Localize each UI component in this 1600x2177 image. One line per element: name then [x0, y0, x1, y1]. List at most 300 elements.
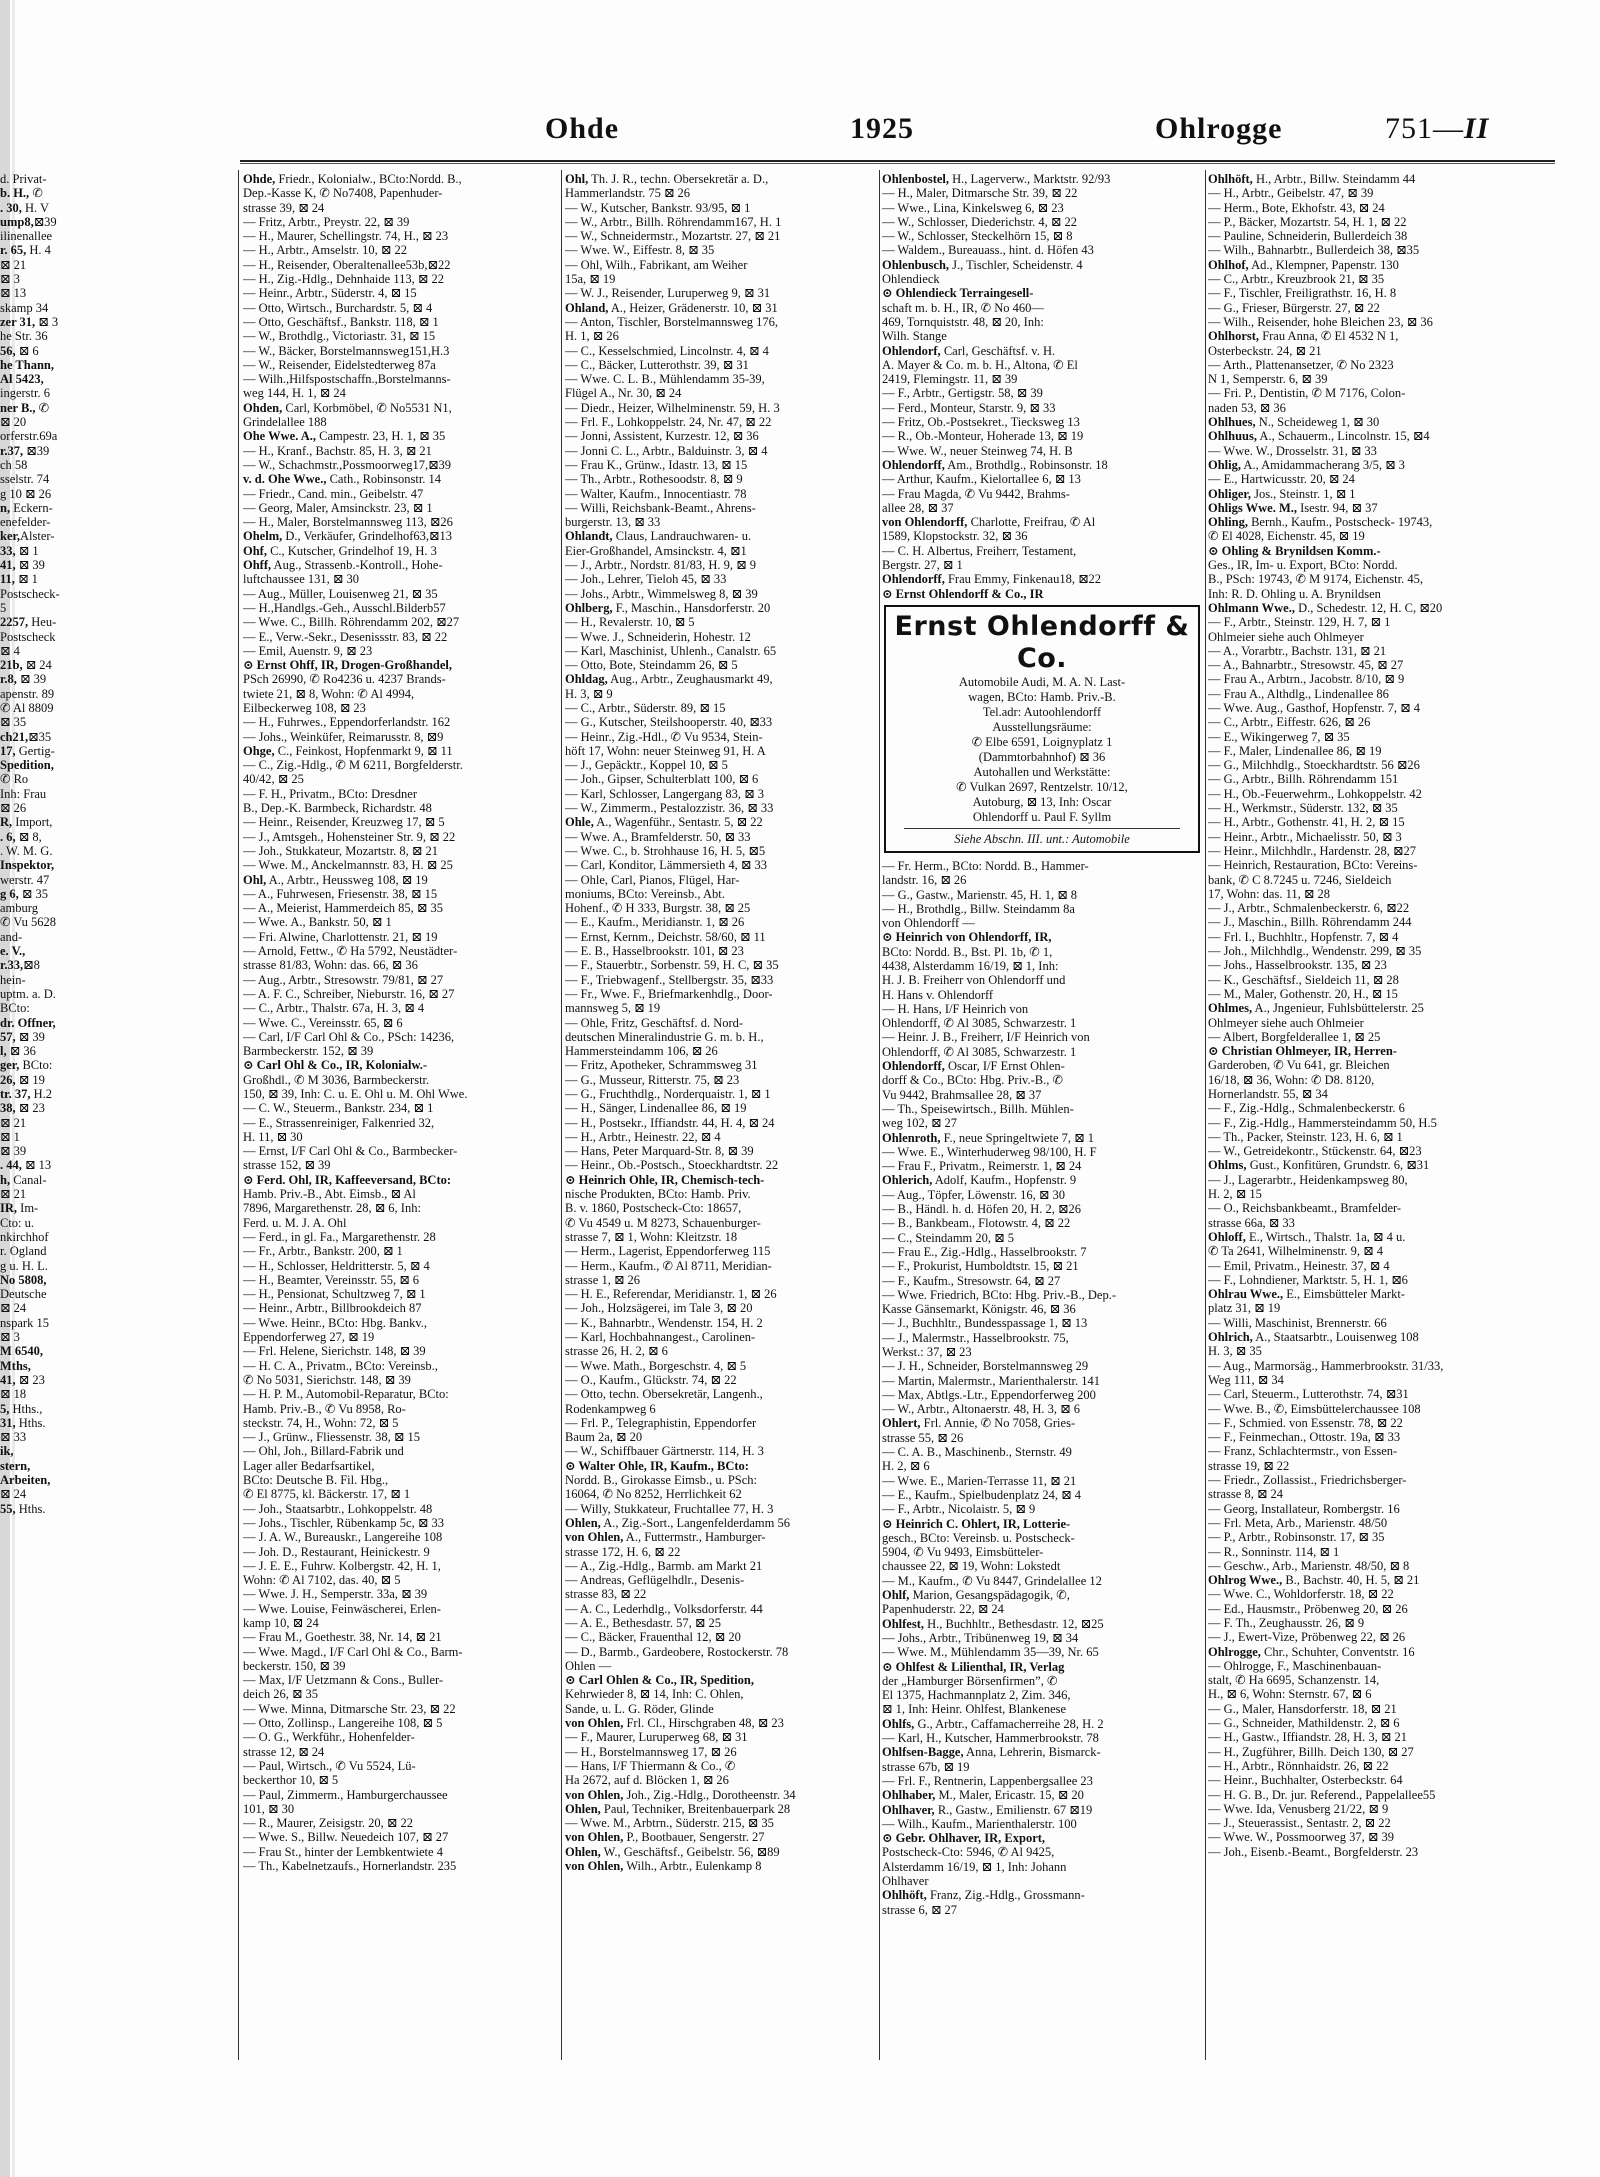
directory-entry-line: — W., Schiffbauer Gärtnerstr. 114, H. 3 [565, 1444, 764, 1459]
directory-entry-line: r. 65, H. 4 [0, 243, 51, 258]
directory-entry-line: — H., Revalerstr. 10, ⊠ 5 [565, 615, 695, 630]
advertisement-ernst-ohlendorff [884, 605, 1200, 853]
directory-entry-line: Deutsche [0, 1287, 47, 1302]
directory-entry-line: Ohlendieck [882, 272, 940, 287]
directory-entry-line: von Ohlen, Wilh., Arbtr., Eulenkamp 8 [565, 1859, 762, 1874]
directory-entry-line: Ohle, A., Wagenführ., Sentastr. 5, ⊠ 22 [565, 815, 763, 830]
directory-entry-line: — A., Fuhrwesen, Friesenstr. 38, ⊠ 15 [243, 886, 438, 901]
directory-entry-line: von Ohlen, A., Futtermstr., Hamburger- [565, 1530, 766, 1545]
directory-entry-line: — W., Bäcker, Borstelmannsweg151,H.3 [243, 343, 450, 358]
directory-entry-line: — H., Arbtr., Heinestr. 22, ⊠ 4 [565, 1129, 721, 1144]
directory-entry-line: — Heinr., Reisender, Kreuzweg 17, ⊠ 5 [243, 815, 445, 830]
directory-entry-line: Hammersteindamm 106, ⊠ 26 [565, 1044, 718, 1059]
directory-entry-line: ⊠ 33 [0, 1430, 27, 1445]
directory-entry-line: — F., Prokurist, Humboldtstr. 15, ⊠ 21 [882, 1259, 1079, 1274]
directory-entry-line: strasse 26, H. 2, ⊠ 6 [565, 1344, 668, 1359]
directory-entry-line: — H. Hans, I/F Heinrich von [882, 1001, 1029, 1016]
directory-entry-line: ⊠ 21 [0, 257, 27, 272]
column-divider [238, 170, 239, 2060]
directory-entry-line: — E. B., Hasselbrookstr. 101, ⊠ 23 [565, 944, 744, 959]
directory-entry-line: 1589, Klopstockstr. 32, ⊠ 36 [882, 529, 1028, 544]
directory-entry-line: strasse 172, H. 6, ⊠ 22 [565, 1544, 681, 1559]
directory-entry-line: Werkst.: 37, ⊠ 23 [882, 1345, 972, 1359]
directory-entry-line: — Diedr., Heizer, Wilhelminenstr. 59, H. 3 [565, 400, 780, 415]
directory-entry-line: A. Mayer & Co. m. b. H., Altona, ✆ El [882, 357, 1078, 372]
directory-entry-line: — Wilh., Reisender, hohe Bleichen 23, ⊠ 36 [1208, 314, 1433, 329]
header-right-catchword: Ohlrogge [1155, 112, 1283, 145]
directory-entry-line: r.8, ⊠ 39 [0, 672, 47, 687]
directory-entry-line: — G., Gastw., Marienstr. 45, H. 1, ⊠ 8 [882, 887, 1078, 902]
directory-entry-line: h, Canal- [0, 1172, 47, 1187]
directory-entry-line: — H., Postsekr., Iffiandstr. 44, H. 4, ⊠ 24 [565, 1115, 775, 1130]
directory-entry-line: — J., Ewert-Vize, Pröbenweg 22, ⊠ 26 [1208, 1630, 1406, 1645]
directory-entry-line: Rodenkampweg 6 [565, 1401, 656, 1416]
directory-entry-line: R, Import, [0, 815, 53, 830]
directory-entry-line: — E., Kaufm., Meridianstr. 1, ⊠ 26 [565, 915, 745, 930]
directory-entry-line: strasse 83, ⊠ 22 [565, 1587, 647, 1602]
directory-entry-line: r.33,⊠8 [0, 958, 40, 973]
directory-entry-line: Alsterdamm 16/19, ⊠ 1, Inh: Johann [882, 1859, 1067, 1874]
directory-entry-line: Flügel A., Nr. 30, ⊠ 24 [565, 386, 682, 401]
directory-entry-line: — Hans, I/F Thiermann & Co., ✆ [565, 1758, 736, 1773]
directory-entry-line: — H. E., Referendar, Meridianstr. 1, ⊠ 26 [565, 1287, 777, 1302]
directory-entry-line: 17, Wohn: das. 11, ⊠ 28 [1208, 886, 1330, 901]
directory-entry-line: uptm. a. D. [0, 986, 56, 1001]
directory-entry-line: — Ohl, Joh., Billard-Fabrik und [243, 1444, 404, 1459]
directory-entry-line: — A., Bahnarbtr., Stresowstr. 45, ⊠ 27 [1208, 658, 1404, 673]
directory-entry-line: ⊙ Ernst Ohff, IR, Drogen-Großhandel, [243, 658, 452, 673]
directory-entry-line: 5 [0, 600, 7, 615]
directory-entry-line: Ohlendorff, Oscar, I/F Ernst Ohlen- [882, 1059, 1065, 1074]
directory-entry-line: Kasse Gänsemarkt, Königstr. 46, ⊠ 36 [882, 1302, 1076, 1317]
directory-entry-line: — Heinr., Buchhalter, Osterbeckstr. 64 [1208, 1773, 1403, 1788]
directory-entry-line: — R., Sonninstr. 114, ⊠ 1 [1208, 1544, 1340, 1559]
directory-entry-line: Spedition, [0, 758, 54, 773]
directory-entry-line: — H., Arbtr., Gothenstr. 41, H. 2, ⊠ 15 [1208, 815, 1405, 830]
directory-entry-line: — A., Vorarbtr., Bachstr. 131, ⊠ 21 [1208, 643, 1387, 658]
directory-entry-line: — Wilh.,Hilfspostschaffn.,Borstelmanns- [243, 372, 451, 387]
directory-entry-line: — W., Schachmstr.,Possmoorweg17,⊠39 [243, 457, 452, 472]
directory-entry-line: Ferd. u. M. J. A. Ohl [243, 1215, 347, 1230]
directory-entry-line: — Fr., Arbtr., Bankstr. 200, ⊠ 1 [243, 1244, 403, 1259]
directory-entry-line: Osterbeckstr. 24, ⊠ 21 [1208, 343, 1322, 358]
directory-entry-line: — Frau F., Privatm., Reimerstr. 1, ⊠ 24 [882, 1159, 1082, 1174]
directory-entry-line: BCto: Nordd. B., Bst. Pl. 1b, ✆ 1, [882, 944, 1053, 959]
directory-entry-line: ⊠ 24 [0, 1301, 27, 1316]
directory-entry-line: Ohlmes, A., Jngenieur, Fuhlsbüttelerstr. 25 [1208, 1001, 1424, 1016]
directory-entry-line: — Ernst, I/F Carl Ohl & Co., Barmbecker- [243, 1144, 458, 1159]
directory-entry-line: stern, [0, 1458, 31, 1473]
directory-entry-line: Weg 111, ⊠ 34 [1208, 1372, 1284, 1387]
directory-entry-line: — Wilh., Kaufm., Marienthalerstr. 100 [882, 1816, 1077, 1831]
directory-entry-line: Ohelm, D., Verkäufer, Grindelhof63,⊠13 [243, 529, 453, 544]
directory-entry-line: — Wwe. C., Billh. Röhrendamm 202, ⊠27 [243, 615, 460, 630]
directory-entry-line: 31, Hths. [0, 1415, 46, 1430]
directory-entry-line: Barmbeckerstr. 152, ⊠ 39 [243, 1044, 374, 1059]
directory-entry-line: — Joh., Stukkateur, Mozartstr. 8, ⊠ 21 [243, 843, 439, 858]
directory-entry-line: — Frau A., Arbtrn., Jacobstr. 8/10, ⊠ 9 [1208, 672, 1405, 687]
directory-entry-line: Ohf, C., Kutscher, Grindelhof 19, H. 3 [243, 543, 437, 558]
ad-line: ✆ Vulkan 2697, Rentzelstr. 10/12, [956, 779, 1128, 794]
directory-entry-line: stalt, ✆ Ha 6695, Schanzenstr. 14, [1208, 1673, 1380, 1688]
directory-entry-line: — W., Schlosser, Diederichstr. 4, ⊠ 22 [882, 214, 1078, 229]
directory-entry-line: — J., Maschin., Billh. Röhrendamm 244 [1208, 915, 1412, 930]
directory-entry-line: Eilbeckerweg 108, ⊠ 23 [243, 700, 366, 715]
directory-entry-line: — Fri. P., Dentistin, ✆ M 7176, Colon- [1208, 386, 1406, 401]
directory-entry-line: strasse 55, ⊠ 26 [882, 1430, 964, 1445]
directory-entry-line: — Jonni C. L., Arbtr., Balduinstr. 3, ⊠ 4 [565, 443, 768, 458]
directory-entry-line: — Ohle, Carl, Pianos, Flügel, Har- [565, 872, 740, 887]
directory-entry-line: schaft m. b. H., IR, ✆ No 460— [882, 300, 1044, 315]
directory-entry-line: 17, Gertig- [0, 743, 55, 758]
directory-entry-line: Inh: R. D. Ohling u. A. Brynildsen [1208, 586, 1381, 601]
directory-entry-line: ker,Alster- [0, 529, 55, 544]
directory-entry-line: Al 5423, [0, 372, 44, 387]
directory-entry-line: — H., Kranf., Bachstr. 85, H. 3, ⊠ 21 [243, 443, 432, 458]
directory-entry-line: — H., Gastw., Iffiandstr. 28, H. 3, ⊠ 21 [1208, 1730, 1407, 1745]
directory-entry-line: — Aug., Müller, Louisenweg 21, ⊠ 35 [243, 586, 438, 601]
directory-entry-line: platz 31, ⊠ 19 [1208, 1301, 1281, 1316]
directory-entry-line: 41, ⊠ 23 [0, 1372, 45, 1387]
directory-entry-line: H. 2, ⊠ 15 [1208, 1187, 1262, 1202]
directory-entry-line: von Ohlendorff — [882, 916, 975, 931]
directory-entry-line: Wilh. Stange [882, 329, 947, 344]
directory-entry-line: — Aug., Marmorsäg., Hammerbrookstr. 31/33, [1208, 1358, 1444, 1373]
directory-entry-line: — J., Lagerarbtr., Heidenkampsweg 80, [1208, 1172, 1408, 1187]
directory-entry-line: strasse 1, ⊠ 26 [565, 1272, 641, 1287]
directory-entry-line: 4438, Alsterdamm 16/19, ⊠ 1, Inh: [882, 958, 1059, 973]
directory-entry-line: twiete 21, ⊠ 8, Wohn: ✆ Al 4994, [243, 686, 415, 701]
directory-entry-line: Ohlenbusch, J., Tischler, Scheidenstr. 4 [882, 257, 1083, 272]
directory-entry-line: Ohl, A., Arbtr., Heussweg 108, ⊠ 19 [243, 872, 428, 887]
directory-entry-line: — Frl. P., Telegraphistin, Eppendorfer [565, 1415, 757, 1430]
directory-entry-line: — E., Strassenreiniger, Falkenried 32, [243, 1115, 435, 1130]
page-number-suffix: II [1464, 112, 1490, 145]
directory-entry-line: — Wwe. W., Drosselstr. 31, ⊠ 33 [1208, 443, 1377, 458]
directory-entry-line: — H., Zig.-Hdlg., Dehnhaide 113, ⊠ 22 [243, 272, 444, 287]
directory-entry-line: Ohlhöft, Franz, Zig.-Hdlg., Grossmann- [882, 1888, 1085, 1903]
directory-entry-line: dr. Offner, [0, 1015, 56, 1030]
directory-entry-line: — F., Triebwagenf., Stellbergstr. 35, ⊠33 [565, 972, 774, 987]
column-d-bottom-entries [882, 859, 1202, 1917]
directory-entry-line: — J., Buchhltr., Bundesspassage 1, ⊠ 13 [882, 1316, 1088, 1331]
directory-entry-line: . W. M. G. [0, 843, 53, 858]
directory-entry-line: — E., Kaufm., Spielbudenplatz 24, ⊠ 4 [882, 1487, 1081, 1502]
directory-entry-line: sselstr. 74 [0, 472, 50, 487]
directory-entry-line: — F., Maler, Lindenallee 86, ⊠ 19 [1208, 743, 1382, 758]
directory-entry-line: bank, ✆ C 8.7245 u. 7246, Sieldeich [1208, 872, 1392, 887]
directory-entry-line: Ohlendorff, ✆ Al 3085, Schwarzestr. 1 [882, 1044, 1077, 1059]
directory-entry-line: Ohlmeyer siehe auch Ohlmeier [1208, 1015, 1364, 1030]
directory-entry-line: Postscheck-Cto: 5946, ✆ Al 9425, [882, 1845, 1055, 1860]
directory-entry-line: — H., Brothdlg., Billw. Steindamm 8a [882, 901, 1075, 916]
directory-entry-line: — E., Hartwicusstr. 20, ⊠ 24 [1208, 472, 1355, 487]
directory-entry-line: d. Privat- [0, 172, 47, 186]
directory-entry-line: — Frl. Meta, Arb., Marienstr. 48/50 [1208, 1515, 1388, 1530]
directory-entry-line: — H., Reisender, Oberaltenallee53b,⊠22 [243, 257, 451, 272]
directory-entry-line: — W., Getreidekontr., Stückenstr. 64, ⊠23 [1208, 1144, 1422, 1159]
ad-line: Ausstellungsräume: [992, 719, 1092, 734]
directory-entry-line: ⊙ Christian Ohlmeyer, IR, Herren- [1208, 1044, 1397, 1059]
directory-entry-line: — H. G. B., Dr. jur. Referend., Pappelallee55 [1208, 1787, 1436, 1802]
directory-entry-line: ⊙ Heinrich von Ohlendorff, IR, [882, 930, 1052, 945]
directory-entry-line: Ohlendorff, Am., Brothdlg., Robinsonstr. 18 [882, 457, 1108, 472]
directory-entry-line: — H., Fuhrwes., Eppendorferlandstr. 162 [243, 715, 451, 730]
directory-entry-line: — J., Grünw., Fliessenstr. 38, ⊠ 15 [243, 1430, 421, 1445]
directory-entry-line: 16064, ✆ No 8252, Herrlichkeit 62 [565, 1487, 742, 1502]
directory-entry-line: strasse 6, ⊠ 27 [882, 1902, 958, 1917]
directory-entry-line: — W., Arbtr., Billh. Röhrendamm167, H. 1 [565, 214, 782, 229]
directory-entry-line: strasse 8, ⊠ 24 [1208, 1487, 1284, 1502]
ad-divider [904, 828, 1180, 829]
directory-entry-line: — H., Beamter, Vereinsstr. 55, ⊠ 6 [243, 1272, 420, 1287]
directory-entry-line: Kehrwieder 8, ⊠ 14, Inh: C. Ohlen, [565, 1687, 744, 1702]
directory-entry-line: — Wwe., Lina, Kinkelsweg 6, ⊠ 23 [882, 200, 1064, 215]
directory-entry-line: Ohff, Aug., Strassenb.-Kontroll., Hohe- [243, 558, 443, 573]
directory-entry-line: 15a, ⊠ 19 [565, 272, 616, 287]
directory-entry-line: orferstr.69a [0, 429, 58, 444]
directory-entry-line: r. Ogland [0, 1244, 47, 1259]
directory-entry-line: — H., Werkmstr., Süderstr. 132, ⊠ 35 [1208, 801, 1398, 816]
directory-entry-line: Ohlmeier siehe auch Ohlmeyer [1208, 629, 1364, 644]
directory-entry-line: H. 2, ⊠ 6 [882, 1459, 930, 1474]
directory-entry-line: nische Produkten, BCto: Hamb. Priv. [565, 1187, 751, 1202]
directory-entry-line: Wohn: ✆ Al 7102, das. 40, ⊠ 5 [243, 1573, 401, 1588]
directory-entry-line: — Georg, Maler, Amsinckstr. 23, ⊠ 1 [243, 500, 433, 515]
directory-entry-line: and- [0, 929, 23, 944]
directory-entry-line: Ohlen, A., Zig.-Sort., Langenfelderdamm 56 [565, 1515, 790, 1530]
ad-line: ✆ Elbe 6591, Loignyplatz 1 [971, 734, 1113, 749]
directory-entry-line: — Willi, Reichsbank-Beamt., Ahrens- [565, 500, 756, 515]
directory-entry-line: B., Dep.-K. Barmbeck, Richardstr. 48 [243, 801, 432, 816]
directory-entry-line: Ohlhues, N., Scheideweg 1, ⊠ 30 [1208, 415, 1380, 430]
directory-entry-line: ⊠ 21 [0, 1187, 27, 1202]
directory-entry-line: — H., Sänger, Lindenallee 86, ⊠ 19 [565, 1101, 747, 1116]
directory-entry-line: — H., Arbtr., Amselstr. 10, ⊠ 22 [243, 243, 407, 258]
directory-entry-line: — W., Schlosser, Steckelhörn 15, ⊠ 8 [882, 229, 1073, 244]
directory-entry-line: — Paul, Zimmerm., Hamburgerchaussee [243, 1787, 448, 1802]
directory-entry-line: — H., Borstelmannsweg 17, ⊠ 26 [565, 1744, 737, 1759]
directory-entry-line: — H. C. A., Privatm., BCto: Vereinsb., [243, 1358, 438, 1373]
directory-entry-line: 5, Hths., [0, 1401, 43, 1416]
directory-entry-line: ⊠ 26 [0, 801, 27, 816]
directory-entry-line: — Th., Kabelnetzaufs., Hornerlandstr. 235 [243, 1859, 457, 1874]
directory-entry-line: Mths, [0, 1358, 31, 1373]
directory-entry-line: Ohldag, Aug., Arbtr., Zeughausmarkt 49, [565, 672, 773, 687]
directory-entry-line: Ohde, Friedr., Kolonialw., BCto:Nordd. B., [243, 172, 462, 186]
ad-line: wagen, BCto: Hamb. Priv.-B. [968, 689, 1116, 704]
directory-entry-line: — H., Maurer, Schellingstr. 74, H., ⊠ 23 [243, 229, 449, 244]
directory-entry-line: der „Hamburger Börsenfirmen”, ✆ [882, 1673, 1058, 1688]
directory-entry-line: IR, Im- [0, 1201, 39, 1216]
directory-entry-line: chaussee 22, ⊠ 19, Wohn: Lokstedt [882, 1559, 1061, 1574]
directory-entry-line: — Wwe. Magd., I/F Carl Ohl & Co., Barm- [243, 1644, 463, 1659]
directory-entry-line: — W., Zimmerm., Pestalozzistr. 36, ⊠ 33 [565, 801, 774, 816]
directory-entry-line: — Fritz, Ob.-Postsekret., Tiecksweg 13 [882, 415, 1080, 430]
directory-entry-line: 469, Tornquiststr. 48, ⊠ 20, Inh: [882, 314, 1044, 329]
directory-entry-line: ch21,⊠35 [0, 729, 52, 744]
directory-entry-line: — Herm., Bote, Ekhofstr. 43, ⊠ 24 [1208, 200, 1385, 215]
directory-entry-line: naden 53, ⊠ 36 [1208, 400, 1286, 415]
directory-entry-line: — C. W., Steuerm., Bankstr. 234, ⊠ 1 [243, 1101, 434, 1116]
directory-entry-line: . 44, ⊠ 13 [0, 1158, 52, 1173]
directory-entry-line: von Ohlen, P., Bootbauer, Sengerstr. 27 [565, 1830, 765, 1845]
directory-entry-line: ⊙ Ferd. Ohl, IR, Kaffeeversand, BCto: [243, 1172, 452, 1187]
directory-entry-line: — E., Verw.-Sekr., Desenissstr. 83, ⊠ 22 [243, 629, 448, 644]
directory-entry-line: — Otto, Zollinsp., Langereihe 108, ⊠ 5 [243, 1716, 443, 1731]
directory-entry-line: PSch 26990, ✆ Ro4236 u. 4237 Brands- [243, 672, 446, 687]
directory-entry-line: Ohlenbostel, H., Lagerverw., Marktstr. 92/93 [882, 172, 1111, 186]
directory-entry-line: — Wwe. W., Eiffestr. 8, ⊠ 35 [565, 243, 715, 258]
directory-entry-line: ⊙ Gebr. Ohlhaver, IR, Export, [882, 1831, 1046, 1846]
directory-entry-line: Ohge, C., Feinkost, Hopfenmarkt 9, ⊠ 11 [243, 743, 453, 758]
directory-entry-line: Hammerlandstr. 75 ⊠ 26 [565, 186, 691, 201]
directory-entry-line: ⊠ 24 [0, 1487, 27, 1502]
directory-entry-line: deich 26, ⊠ 35 [243, 1687, 319, 1702]
directory-entry-line: — Geschw., Arb., Marienstr. 48/50, ⊠ 8 [1208, 1558, 1410, 1573]
directory-entry-line: — Th., Packer, Steinstr. 123, H. 6, ⊠ 1 [1208, 1129, 1403, 1144]
directory-entry-line: — Fr. Herm., BCto: Nordd. B., Hammer- [882, 858, 1089, 873]
directory-entry-line: BCto: [0, 1001, 30, 1016]
directory-entry-line: — F., Schmied. von Essenstr. 78, ⊠ 22 [1208, 1415, 1403, 1430]
directory-entry-line: — G., Fruchthdlg., Norderquaistr. 1, ⊠ 1 [565, 1087, 771, 1101]
directory-entry-line: — Aug., Töpfer, Löwenstr. 16, ⊠ 30 [882, 1187, 1065, 1202]
directory-entry-line: Ohden, Carl, Korbmöbel, ✆ No5531 N1, [243, 400, 452, 415]
directory-entry-line: ✆ Al 8809 [0, 700, 54, 715]
directory-entry-line: 11, ⊠ 1 [0, 572, 38, 587]
directory-entry-line: — H., Pensionat, Schultzweg 7, ⊠ 1 [243, 1287, 426, 1302]
directory-entry-line: — Walter, Kaufm., Innocentiastr. 78 [565, 486, 747, 501]
directory-entry-line: ⊠ 39 [0, 1144, 27, 1159]
directory-entry-line: landstr. 16, ⊠ 26 [882, 873, 967, 888]
directory-entry-line: — Ferd., in gl. Fa., Margarethenstr. 28 [243, 1229, 436, 1244]
directory-entry-line: — H., Schlosser, Heldritterstr. 5, ⊠ 4 [243, 1258, 430, 1273]
directory-entry-line: allee 28, ⊠ 37 [882, 500, 954, 515]
directory-entry-line: werstr. 47 [0, 872, 50, 887]
directory-entry-line: Ohlhorst, Frau Anna, ✆ El 4532 N 1, [1208, 329, 1399, 344]
directory-entry-line: Ohlen — [565, 1658, 612, 1673]
directory-entry-line: ⊙ Carl Ohl & Co., IR, Kolonialw.- [243, 1058, 428, 1073]
directory-entry-line: — Wwe. Heinr., BCto: Hbg. Bankv., [243, 1315, 428, 1330]
directory-entry-line: — Joh., Gipser, Schulterblatt 100, ⊠ 6 [565, 772, 759, 787]
directory-entry-line: — Otto, Geschäftsf., Bankstr. 118, ⊠ 1 [243, 314, 439, 329]
directory-entry-line: ilinenallee [0, 229, 53, 244]
directory-entry-line: 57, ⊠ 39 [0, 1029, 45, 1044]
directory-entry-line: — C., Bäcker, Lutterothstr. 39, ⊠ 31 [565, 357, 749, 372]
directory-entry-line: — J. H., Schneider, Borstelmannsweg 29 [882, 1359, 1089, 1374]
directory-entry-line: — Paul, Wirtsch., ✆ Vu 5524, Lü- [243, 1758, 416, 1773]
directory-entry-line: — Ohl, Wilh., Fabrikant, am Weiher [565, 257, 748, 272]
directory-entry-line: — Frau K., Grünw., Idastr. 13, ⊠ 15 [565, 457, 748, 472]
directory-entry-line: — Wwe. Aug., Gasthof, Hopfenstr. 7, ⊠ 4 [1208, 700, 1420, 715]
directory-entry-line: — Arnold, Fettw., ✆ Ha 5792, Neustädter- [243, 944, 458, 959]
directory-entry-line: — F. H., Privatm., BCto: Dresdner [243, 786, 417, 801]
directory-entry-line: — Heinr., Arbtr., Billbrookdeich 87 [243, 1301, 422, 1316]
directory-entry-line: — A. C., Lederhdlg., Volksdorferstr. 44 [565, 1601, 763, 1616]
directory-entry-line: H. 1, ⊠ 26 [565, 329, 619, 344]
directory-entry-line: 38, ⊠ 23 [0, 1101, 45, 1116]
directory-entry-line: 56, ⊠ 6 [0, 343, 39, 358]
column-d-top-entries [882, 172, 1202, 601]
directory-entry-line: Ohlfs, G., Arbtr., Caffamacherreihe 28, H. 2 [882, 1716, 1104, 1731]
directory-entry-line: Ohland, A., Heizer, Grädenerstr. 10, ⊠ 31 [565, 300, 778, 315]
directory-entry-line: M 6540, [0, 1344, 44, 1359]
directory-entry-line: — Wwe. M., Mühlendamm 35—39, Nr. 65 [882, 1645, 1099, 1660]
directory-entry-line: hein- [0, 972, 26, 987]
directory-entry-line: — H., Zugführer, Billh. Deich 130, ⊠ 27 [1208, 1744, 1414, 1759]
directory-entry-line: Ohlrau Wwe., E., Eimsbütteler Markt- [1208, 1287, 1405, 1302]
directory-entry-line: weg 102, ⊠ 27 [882, 1116, 958, 1131]
directory-entry-line: — Karl, Maschinist, Uhlenh., Canalstr. 65 [565, 643, 777, 658]
directory-entry-line: — F., Arbtr., Gertigstr. 58, ⊠ 39 [882, 386, 1043, 401]
directory-entry-line: Hamb. Priv.-B., ✆ Vu 8958, Ro- [243, 1401, 406, 1416]
directory-entry-line: Hohenf., ✆ H 333, Burgstr. 38, ⊠ 25 [565, 901, 751, 916]
column-divider [561, 170, 562, 2060]
directory-entry-line: 2419, Flemingstr. 11, ⊠ 39 [882, 372, 1018, 387]
directory-entry-line: Ohlhaver [882, 1873, 929, 1888]
directory-entry-line: Ohlen, Paul, Techniker, Breitenbauerpark 28 [565, 1801, 791, 1816]
directory-entry-line: — F., Tischler, Freiligrathstr. 16, H. 8 [1208, 286, 1397, 301]
ad-line: Siehe Abschn. III. unt.: Automobile [954, 831, 1130, 846]
directory-entry-line: — Pauline, Schneiderin, Bullerdeich 38 [1208, 229, 1408, 244]
directory-entry-line: — Fr., Wwe. F., Briefmarkenhdlg., Door- [565, 986, 773, 1001]
directory-entry-line: — W., Reisender, Eidelstedterweg 87a [243, 357, 436, 372]
directory-entry-line: 41, ⊠ 39 [0, 558, 45, 573]
directory-entry-line: — Heinr., Arbtr., Süderstr. 4, ⊠ 15 [243, 286, 417, 301]
header-rule [240, 160, 1555, 162]
directory-entry-line: — Johs., Arbtr., Tribünenweg 19, ⊠ 34 [882, 1630, 1079, 1645]
directory-entry-line: N 1, Semperstr. 6, ⊠ 39 [1208, 372, 1328, 387]
directory-entry-line: ✆ Ta 2641, Wilhelminenstr. 9, ⊠ 4 [1208, 1244, 1383, 1259]
directory-entry-line: g u. H. L. [0, 1258, 48, 1273]
directory-entry-line: ⊠ 20 [0, 415, 27, 430]
directory-entry-line: — Wwe. Friedrich, BCto: Hbg. Priv.-B., Dep.- [882, 1287, 1117, 1302]
directory-entry-line: ⊠ 1 [0, 1129, 20, 1144]
page-number-prefix: 751— [1385, 112, 1464, 145]
directory-entry-line: strasse 66a, ⊠ 33 [1208, 1215, 1295, 1230]
directory-entry-line: ⊙ Ohlendieck Terraingesell- [882, 286, 1034, 301]
directory-entry-line: — J., Gepäcktr., Koppel 10, ⊠ 5 [565, 758, 728, 773]
directory-entry-line: H. Hans v. Ohlendorff [882, 987, 994, 1002]
directory-entry-line: — W. J., Reisender, Luruperweg 9, ⊠ 31 [565, 286, 771, 301]
directory-entry-line: mannsweg 5, ⊠ 19 [565, 1001, 661, 1016]
directory-entry-line: — Wwe. C., Vereinsstr. 65, ⊠ 6 [243, 1015, 403, 1030]
directory-entry-line: — C., Arbtr., Süderstr. 89, ⊠ 15 [565, 700, 726, 715]
directory-entry-line: ingerstr. 6 [0, 386, 50, 401]
directory-entry-line: — F., Kaufm., Stresowstr. 64, ⊠ 27 [882, 1273, 1061, 1288]
directory-entry-line: Ohlberg, F., Maschin., Hansdorferstr. 20 [565, 600, 771, 615]
column-divider [1205, 170, 1206, 2060]
directory-entry-line: ✆ Vu 5628 [0, 915, 57, 930]
directory-entry-line: — A., Meierist, Hammerdeich 85, ⊠ 35 [243, 901, 444, 916]
directory-entry-line: — Herm., Lagerist, Eppendorferweg 115 [565, 1244, 771, 1259]
directory-entry-line: — Heinr., Milchhdlr., Hardenstr. 28, ⊠27 [1208, 843, 1417, 858]
directory-entry-line: gesch., BCto: Vereinsb. u. Postscheck- [882, 1530, 1075, 1545]
directory-entry-line: Ohlrog Wwe., B., Bachstr. 40, H. 5, ⊠ 21 [1208, 1573, 1420, 1588]
directory-entry-line: — H., Arbtr., Rönnhaidstr. 26, ⊠ 22 [1208, 1758, 1389, 1773]
directory-entry-line: strasse 39, ⊠ 24 [243, 200, 325, 215]
directory-entry-line: ⊙ Ohling & Brynildsen Komm.- [1208, 543, 1381, 558]
directory-entry-line: 33, ⊠ 1 [0, 543, 39, 558]
directory-entry-line: — G., Frieser, Bürgerstr. 27, ⊠ 22 [1208, 300, 1380, 315]
directory-entry-line: skamp 34 [0, 300, 49, 315]
directory-entry-line: ⊠ 4 [0, 643, 20, 658]
directory-entry-line: Ohlendorf, Carl, Geschäftsf. v. H. [882, 343, 1056, 358]
directory-entry-line: apenstr. 89 [0, 686, 55, 701]
directory-entry-line: — J., Arbtr., Schmalenbeckerstr. 6, ⊠22 [1208, 901, 1410, 916]
directory-entry-line: — Carl, Konditor, Lämmersieth 4, ⊠ 33 [565, 858, 767, 873]
directory-entry-line: strasse 12, ⊠ 24 [243, 1744, 325, 1759]
